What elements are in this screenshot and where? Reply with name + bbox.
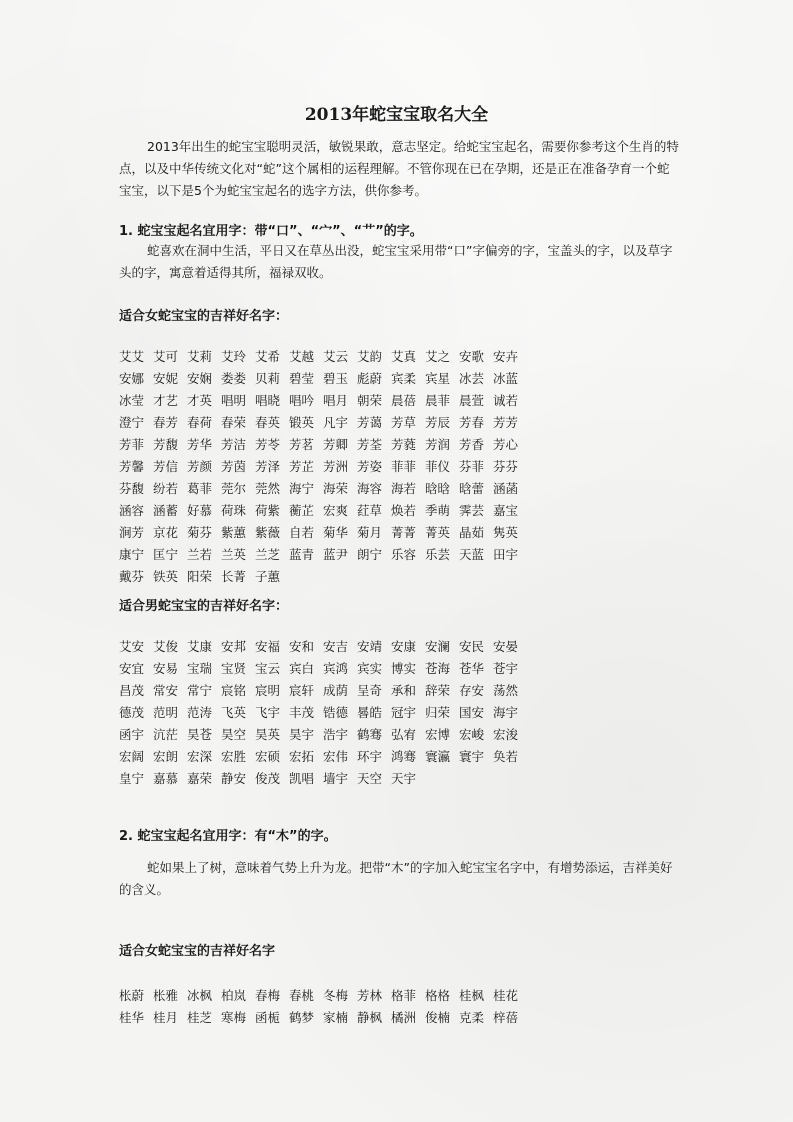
name-item: 宝贤 (221, 661, 247, 676)
name-item: 宸轩 (289, 683, 315, 698)
name-item: 春桃 (289, 988, 315, 1003)
section2-description: 蛇如果上了树，意味着气势上升为龙。把带“木”的字加入蛇宝宝名字中，有增势添运，吉祥美好的含义。 (119, 860, 673, 897)
name-item: 长菁 (221, 569, 247, 584)
name-item: 安宜 (119, 661, 145, 676)
name-item: 芳荃 (357, 437, 383, 452)
name-item: 唱吟 (289, 393, 315, 408)
name-item: 芳姿 (357, 459, 383, 474)
name-item: 苍华 (459, 661, 485, 676)
intro-paragraph: 2013年出生的蛇宝宝聪明灵活，敏锐果敢，意志坚定。给蛇宝宝起名，需要你参考这个生肖的特点，以及中华传统文化对“蛇”这个属相的运程理解。不管你现在已在孕期，还是正在准备孕育一个蛇宝宝，以下是5个为蛇宝宝起名的选字方法，供你参考。 (119, 139, 679, 198)
name-item: 菊月 (357, 525, 383, 540)
name-item: 嘉宝 (493, 503, 519, 518)
name-item: 紫蕙 (221, 525, 247, 540)
name-item: 宏拓 (289, 749, 315, 764)
name-item: 子蕙 (255, 569, 281, 584)
name-item: 苍宇 (493, 661, 519, 676)
name-item: 春梅 (255, 988, 281, 1003)
name-item: 海若 (391, 481, 417, 496)
name-item: 诚若 (493, 393, 519, 408)
name-item: 芳芷 (289, 459, 315, 474)
name-item: 天空 (357, 771, 383, 786)
name-item: 宾实 (357, 661, 383, 676)
name-item: 娄娄 (221, 371, 247, 386)
name-item: 凡宇 (323, 415, 349, 430)
name-item: 宏阔 (119, 749, 145, 764)
name-item: 宸明 (255, 683, 281, 698)
name-item: 芳草 (391, 415, 417, 430)
name-item: 枨雅 (153, 988, 179, 1003)
name-item: 安澜 (425, 639, 451, 654)
name-item: 涵菡 (493, 481, 519, 496)
name-item: 涧芳 (119, 525, 145, 540)
name-item: 海容 (357, 481, 383, 496)
name-item: 环宇 (357, 749, 383, 764)
name-item: 安娴 (187, 371, 213, 386)
name-item: 艾希 (255, 349, 281, 364)
name-item: 芳泽 (255, 459, 281, 474)
name-item: 鸿骞 (391, 749, 417, 764)
section1-girls-name-list (119, 346, 559, 588)
name-item: 寒梅 (221, 1010, 247, 1025)
name-item: 昊空 (221, 727, 247, 742)
name-item: 艾康 (187, 639, 213, 654)
name-item: 菲仪 (425, 459, 451, 474)
name-item: 莞尔 (221, 481, 247, 496)
name-item: 桂华 (119, 1010, 145, 1025)
name-item: 冬梅 (323, 988, 349, 1003)
name-item: 博实 (391, 661, 417, 676)
name-item: 艾安 (119, 639, 145, 654)
page-title: 2013年蛇宝宝取名大全 (304, 105, 489, 125)
name-item: 桂芝 (187, 1010, 213, 1025)
name-item: 朗宁 (357, 547, 383, 562)
name-item: 芳洲 (323, 459, 349, 474)
section2-girls-heading: 适合女蛇宝宝的吉祥好名字 (119, 944, 276, 959)
name-item: 芬芬 (493, 459, 519, 474)
name-item: 常宁 (187, 683, 213, 698)
name-item: 凯唱 (289, 771, 315, 786)
name-item: 蘅芷 (289, 503, 315, 518)
name-item: 德茂 (119, 705, 145, 720)
name-item: 碧莹 (289, 371, 315, 386)
name-item: 安福 (255, 639, 281, 654)
name-item: 才艺 (153, 393, 179, 408)
name-item: 唱晓 (255, 393, 281, 408)
name-item: 宝瑞 (187, 661, 213, 676)
name-item: 芳心 (493, 437, 519, 452)
name-item: 艾可 (153, 349, 179, 364)
name-item: 田宇 (493, 547, 519, 562)
name-item: 铁英 (153, 569, 179, 584)
name-item: 承和 (391, 683, 417, 698)
name-item: 芳洁 (221, 437, 247, 452)
name-item: 宏浚 (493, 727, 519, 742)
name-item: 函宇 (119, 727, 145, 742)
name-item: 艾艾 (119, 349, 145, 364)
name-item: 兰若 (187, 547, 213, 562)
name-item: 才英 (187, 393, 213, 408)
name-item: 成荫 (323, 683, 349, 698)
name-item: 宾鸿 (323, 661, 349, 676)
name-item: 浩宇 (323, 727, 349, 742)
name-item: 晨菲 (425, 393, 451, 408)
name-item: 冰蓝 (493, 371, 519, 386)
name-item: 彪蔚 (357, 371, 383, 386)
name-item: 乐芸 (425, 547, 451, 562)
name-item: 晷皓 (357, 705, 383, 720)
name-item: 常安 (153, 683, 179, 698)
name-item: 涵容 (119, 503, 145, 518)
name-item: 菁英 (425, 525, 451, 540)
name-item: 荡然 (493, 683, 519, 698)
name-item: 澄宁 (119, 415, 145, 430)
name-item: 辞荣 (425, 683, 451, 698)
name-item: 朝荣 (357, 393, 383, 408)
name-item: 季萌 (425, 503, 451, 518)
name-item: 荷紫 (255, 503, 281, 518)
name-item: 锆德 (323, 705, 349, 720)
name-item: 菊芬 (187, 525, 213, 540)
name-item: 芬菲 (459, 459, 485, 474)
name-item: 晨蓓 (391, 393, 417, 408)
section1-description: 蛇喜欢在洞中生活，平日又在草丛出没，蛇宝宝采用带“口”字偏旁的字，宝盖头的字，以及草字头的字，寓意着适得其所，福禄双收。 (119, 243, 673, 280)
name-item: 宏峻 (459, 727, 485, 742)
name-item: 安靖 (357, 639, 383, 654)
name-item: 冰莹 (119, 393, 145, 408)
name-item: 丰茂 (289, 705, 315, 720)
name-item: 戴芬 (119, 569, 145, 584)
name-item: 霁芸 (459, 503, 485, 518)
name-item: 俊楠 (425, 1010, 451, 1025)
name-item: 春英 (255, 415, 281, 430)
name-item: 荭草 (357, 503, 383, 518)
name-item: 晗晗 (425, 481, 451, 496)
name-item: 春荷 (187, 415, 213, 430)
name-item: 自若 (289, 525, 315, 540)
name-item: 艾韵 (357, 349, 383, 364)
name-item: 宾星 (425, 371, 451, 386)
name-item: 海荣 (323, 481, 349, 496)
name-item: 涵蓄 (153, 503, 179, 518)
name-item: 安易 (153, 661, 179, 676)
name-item: 国安 (459, 705, 485, 720)
name-item: 飞英 (221, 705, 247, 720)
name-item: 沆茫 (153, 727, 179, 742)
name-item: 范涛 (187, 705, 213, 720)
name-item: 安晏 (493, 639, 519, 654)
name-item: 芳蔼 (357, 415, 383, 430)
name-item: 克柔 (459, 1010, 485, 1025)
name-item: 唱月 (323, 393, 349, 408)
name-item: 芳茗 (289, 437, 315, 452)
name-item: 宸铭 (221, 683, 247, 698)
section2-heading: 2. 蛇宝宝起名宜用字：有“木”的字。 (119, 829, 337, 844)
name-item: 芳卿 (323, 437, 349, 452)
name-item: 芳苓 (255, 437, 281, 452)
name-item: 贝莉 (255, 371, 281, 386)
name-item: 昌茂 (119, 683, 145, 698)
name-item: 菲菲 (391, 459, 417, 474)
name-item: 菁菁 (391, 525, 417, 540)
name-item: 芳颜 (187, 459, 213, 474)
section1-boys-name-list (119, 636, 559, 790)
name-item: 芳茵 (221, 459, 247, 474)
name-item: 海宇 (493, 705, 519, 720)
name-item: 弘宥 (391, 727, 417, 742)
name-item: 芳蕤 (391, 437, 417, 452)
name-item: 晨萱 (459, 393, 485, 408)
name-item: 范明 (153, 705, 179, 720)
name-item: 梓蓓 (493, 1010, 519, 1025)
name-item: 静枫 (357, 1010, 383, 1025)
name-item: 函栀 (255, 1010, 281, 1025)
name-item: 兰英 (221, 547, 247, 562)
name-item: 鹤骞 (357, 727, 383, 742)
name-item: 冠宇 (391, 705, 417, 720)
name-item: 紫薇 (255, 525, 281, 540)
name-item: 嘉慕 (153, 771, 179, 786)
name-item: 芳润 (425, 437, 451, 452)
name-item: 艾云 (323, 349, 349, 364)
name-item: 好慕 (187, 503, 213, 518)
name-item: 艾越 (289, 349, 315, 364)
name-item: 晗蕾 (459, 481, 485, 496)
name-item: 奂若 (493, 749, 519, 764)
name-item: 安歌 (459, 349, 485, 364)
name-item: 碧玉 (323, 371, 349, 386)
name-item: 芬馥 (119, 481, 145, 496)
name-item: 晶茹 (459, 525, 485, 540)
name-item: 宏朗 (153, 749, 179, 764)
section2-girls-name-list (119, 985, 559, 1029)
name-item: 芳馥 (153, 437, 179, 452)
name-item: 昊英 (255, 727, 281, 742)
name-item: 呈奇 (357, 683, 383, 698)
name-item: 苍海 (425, 661, 451, 676)
name-item: 归荣 (425, 705, 451, 720)
name-item: 焕若 (391, 503, 417, 518)
name-item: 芳菲 (119, 437, 145, 452)
name-item: 安妮 (153, 371, 179, 386)
name-item: 安康 (391, 639, 417, 654)
section1-girls-heading: 适合女蛇宝宝的吉祥好名字： (119, 309, 289, 324)
name-item: 宾白 (289, 661, 315, 676)
name-item: 寰瀛 (425, 749, 451, 764)
name-item: 宏硕 (255, 749, 281, 764)
name-item: 柏岚 (221, 988, 247, 1003)
name-item: 菊华 (323, 525, 349, 540)
name-item: 昊苍 (187, 727, 213, 742)
name-item: 芳辰 (425, 415, 451, 430)
name-item: 春荣 (221, 415, 247, 430)
name-item: 芳林 (357, 988, 383, 1003)
name-item: 宏胜 (221, 749, 247, 764)
name-item: 安吉 (323, 639, 349, 654)
name-item: 安和 (289, 639, 315, 654)
name-item: 桂花 (493, 988, 519, 1003)
name-item: 芳春 (459, 415, 485, 430)
name-item: 俊茂 (255, 771, 281, 786)
name-item: 冰枫 (187, 988, 213, 1003)
name-item: 芳馨 (119, 459, 145, 474)
name-item: 宾柔 (391, 371, 417, 386)
name-item: 格菲 (391, 988, 417, 1003)
name-item: 乐容 (391, 547, 417, 562)
name-item: 蓝尹 (323, 547, 349, 562)
name-item: 宏爽 (323, 503, 349, 518)
name-item: 存安 (459, 683, 485, 698)
name-item: 宏伟 (323, 749, 349, 764)
name-item: 艾俊 (153, 639, 179, 654)
name-item: 昊宇 (289, 727, 315, 742)
name-item: 宏博 (425, 727, 451, 742)
name-item: 墙宇 (323, 771, 349, 786)
name-item: 嘉荣 (187, 771, 213, 786)
name-item: 艾玲 (221, 349, 247, 364)
name-item: 枨蔚 (119, 988, 145, 1003)
section1-boys-heading: 适合男蛇宝宝的吉祥好名字： (119, 599, 289, 614)
name-item: 宝云 (255, 661, 281, 676)
name-item: 橘洲 (391, 1010, 417, 1025)
name-item: 艾莉 (187, 349, 213, 364)
name-item: 春芳 (153, 415, 179, 430)
name-item: 隽英 (493, 525, 519, 540)
name-item: 艾之 (425, 349, 451, 364)
name-item: 天宇 (391, 771, 417, 786)
name-item: 兰芝 (255, 547, 281, 562)
name-item: 鹤梦 (289, 1010, 315, 1025)
name-item: 安民 (459, 639, 485, 654)
name-item: 芳芳 (493, 415, 519, 430)
name-item: 天蓝 (459, 547, 485, 562)
name-item: 桂月 (153, 1010, 179, 1025)
name-item: 皇宁 (119, 771, 145, 786)
name-item: 安卉 (493, 349, 519, 364)
name-item: 芳香 (459, 437, 485, 452)
name-item: 阳荣 (187, 569, 213, 584)
name-item: 匡宁 (153, 547, 179, 562)
name-item: 锻英 (289, 415, 315, 430)
name-item: 京花 (153, 525, 179, 540)
name-item: 寰宇 (459, 749, 485, 764)
name-item: 唱明 (221, 393, 247, 408)
name-item: 海宁 (289, 481, 315, 496)
name-item: 艾真 (391, 349, 417, 364)
name-item: 纷若 (153, 481, 179, 496)
name-item: 荷珠 (221, 503, 247, 518)
name-item: 格格 (425, 988, 451, 1003)
name-item: 家楠 (323, 1010, 349, 1025)
name-item: 莞然 (255, 481, 281, 496)
name-item: 宏深 (187, 749, 213, 764)
name-item: 冰芸 (459, 371, 485, 386)
name-item: 葛菲 (187, 481, 213, 496)
name-item: 飞宇 (255, 705, 281, 720)
name-item: 芳华 (187, 437, 213, 452)
section1-heading: 1. 蛇宝宝起名宜用字：带“口”、“宀”、“艹”的字。 (119, 224, 423, 239)
name-item: 桂枫 (459, 988, 485, 1003)
name-item: 康宁 (119, 547, 145, 562)
name-item: 安娜 (119, 371, 145, 386)
name-item: 静安 (221, 771, 247, 786)
name-item: 芳信 (153, 459, 179, 474)
name-item: 蓝青 (289, 547, 315, 562)
name-item: 安邦 (221, 639, 247, 654)
